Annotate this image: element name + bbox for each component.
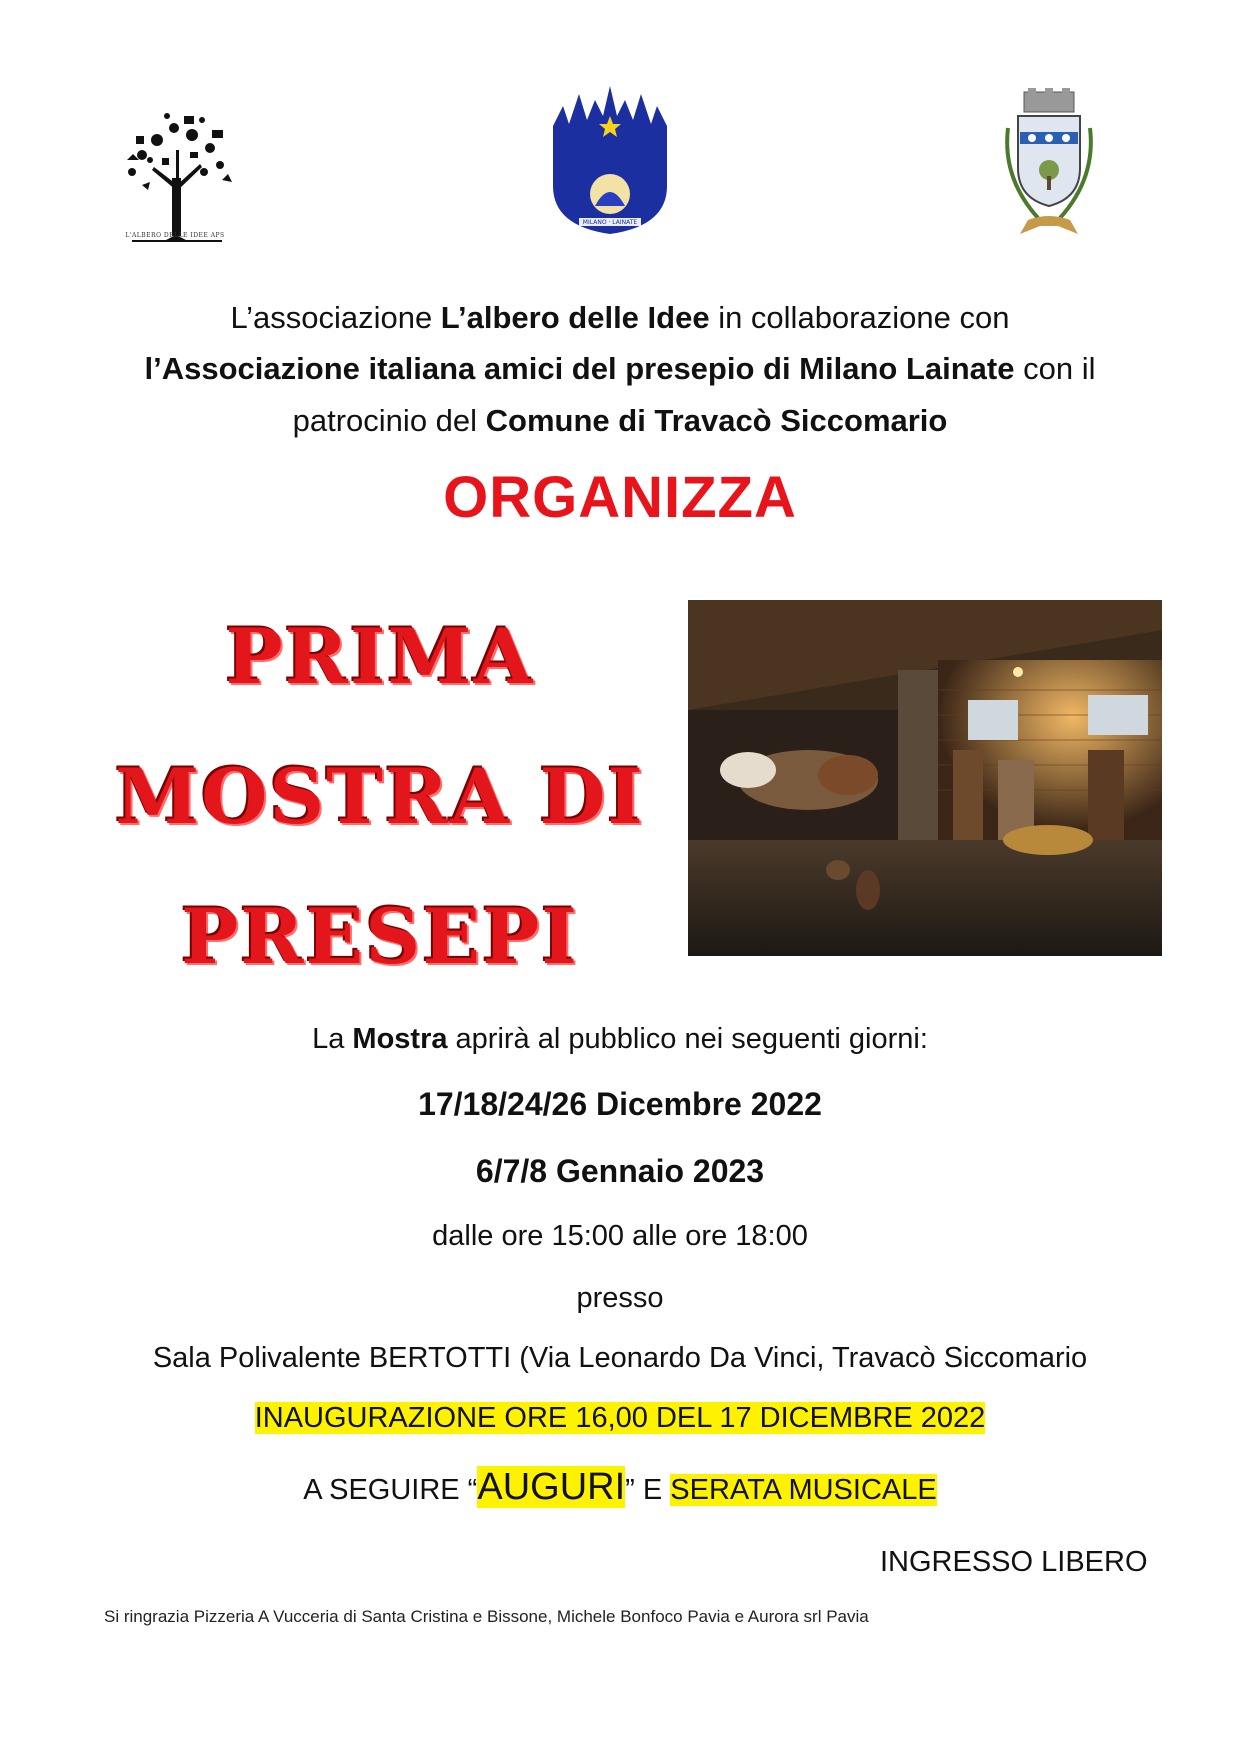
intro-line-2 bbox=[60, 343, 1180, 395]
comune-coat-of-arms bbox=[998, 88, 1100, 238]
presepio-association-crest bbox=[549, 86, 671, 241]
intro-text: patrocinio del bbox=[292, 403, 486, 438]
organizza-heading: ORGANIZZA bbox=[443, 465, 797, 530]
intro-text: L’associazione bbox=[230, 300, 441, 335]
intro-line-3 bbox=[60, 395, 1180, 447]
serata-musicale-highlight: SERATA MUSICALE bbox=[670, 1474, 937, 1506]
tree-logo-caption: L'ALBERO DELLE IDEE APS bbox=[125, 232, 225, 239]
association-name: L’albero delle Idee bbox=[440, 300, 710, 335]
presso-label: presso bbox=[576, 1282, 664, 1314]
follow-text: ” E bbox=[625, 1474, 671, 1506]
venue-address: Sala Polivalente BERTOTTI (Via Leonardo Da Vinci, Travacò Siccomario bbox=[152, 1342, 1088, 1374]
mostra-word: Mostra bbox=[352, 1023, 448, 1055]
dates-january: 6/7/8 Gennaio 2023 bbox=[475, 1153, 765, 1189]
auguri-highlight: AUGURI bbox=[477, 1466, 626, 1508]
title-line-1: PRIMA bbox=[225, 612, 535, 701]
inauguration-line bbox=[0, 1402, 1240, 1435]
follow-up-line bbox=[0, 1466, 1240, 1509]
albero-delle-idee-logo bbox=[112, 100, 242, 250]
partner-association-name: l’Associazione italiana amici del presepio di Milano Lainate bbox=[144, 351, 1015, 386]
nativity-scene-photo bbox=[688, 600, 1162, 956]
title-line-3: PRESEPI bbox=[181, 892, 579, 981]
dates-december: 17/18/24/26 Dicembre 2022 bbox=[418, 1086, 822, 1122]
opening-text: aprirà al pubblico nei seguenti giorni: bbox=[447, 1023, 928, 1055]
intro-text: con il bbox=[1014, 351, 1096, 386]
sponsor-thanks: Si ringrazia Pizzeria A Vucceria di Santa Cristina e Bissone, Michele Bonfoco Pavia e Aurora srl Pavia bbox=[104, 1607, 869, 1626]
opening-hours: dalle ore 15:00 alle ore 18:00 bbox=[432, 1220, 808, 1252]
title-line-2: MOSTRA DI bbox=[115, 752, 645, 841]
intro-line-1 bbox=[60, 292, 1180, 344]
patron-name: Comune di Travacò Siccomario bbox=[485, 403, 948, 438]
opening-text: La bbox=[312, 1023, 353, 1055]
free-entrance-note: INGRESSO LIBERO bbox=[880, 1546, 1148, 1578]
inauguration-highlight: INAUGURAZIONE ORE 16,00 DEL 17 DICEMBRE 2022 bbox=[254, 1402, 986, 1434]
opening-announcement bbox=[0, 1023, 1240, 1056]
follow-text: A SEGUIRE “ bbox=[303, 1474, 478, 1506]
intro-text: in collaborazione con bbox=[709, 300, 1010, 335]
crest-caption: MILANO · LAINATE bbox=[582, 219, 638, 226]
